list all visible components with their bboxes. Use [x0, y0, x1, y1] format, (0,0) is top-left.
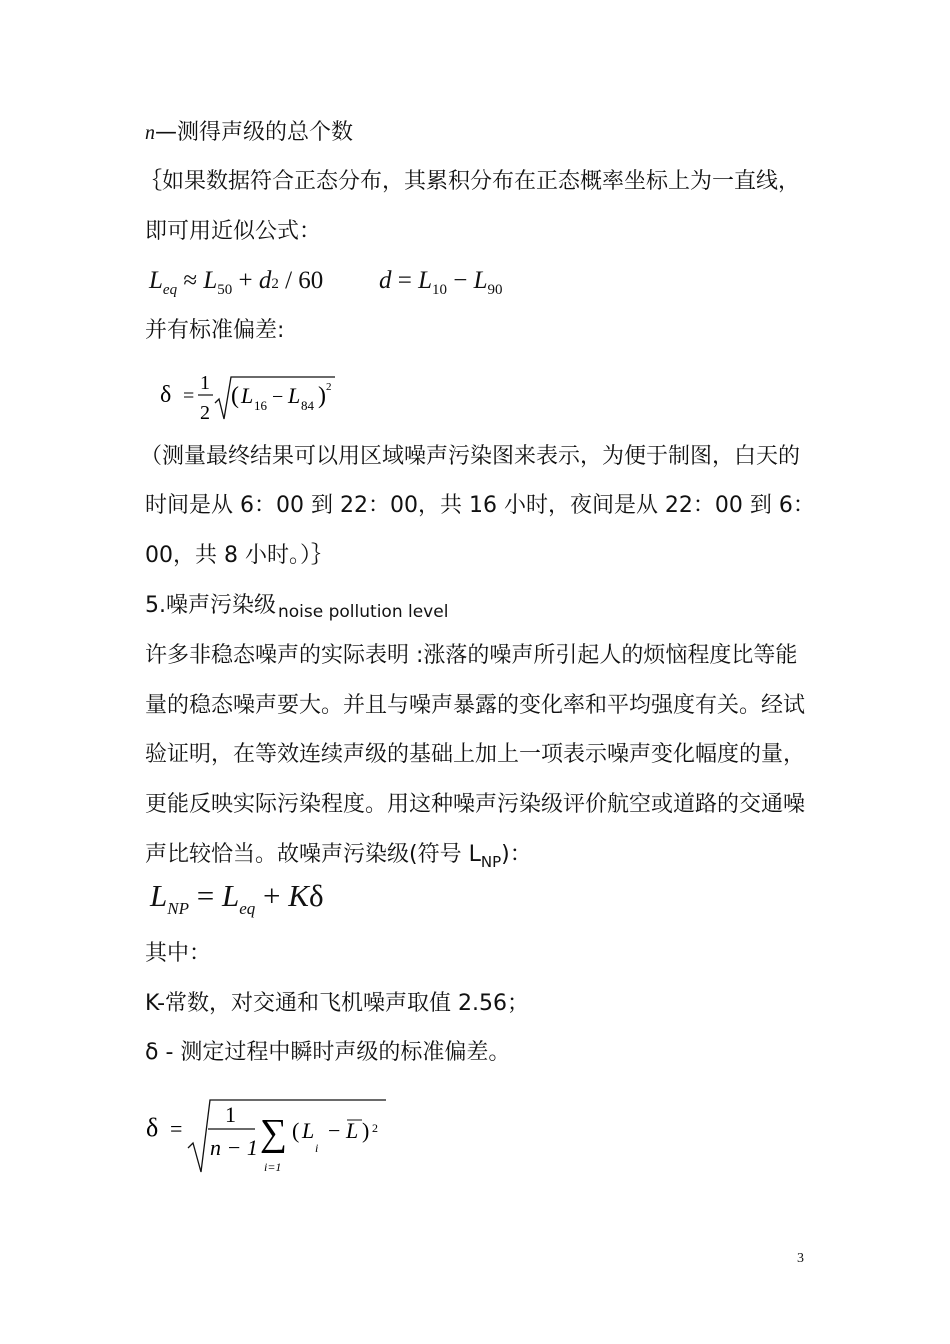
f2-eq: = [397, 267, 412, 294]
paragraph-line-1: 许多非稳态噪声的实际表明 :涨落的噪声所引起人的烦恼程度比等能 [145, 643, 798, 668]
f1-exp: 2 [271, 276, 279, 292]
f5-delta: δ [146, 1113, 159, 1142]
n-definition [145, 118, 353, 148]
f3-84: 84 [301, 398, 314, 413]
f4-L2: L [221, 878, 240, 913]
formula-delta-sum [140, 1088, 400, 1180]
f1-eq-sub: eq [162, 282, 178, 298]
f3-L: L [241, 383, 254, 408]
text-line-9: 00，共 8 小时。）｝ [145, 543, 333, 568]
f5-open: ( [292, 1118, 300, 1143]
f5-i: i [315, 1141, 319, 1155]
paragraph-line-5 [145, 840, 532, 871]
para-5-text: 声比较恰当。故噪声污染级(符号 L [145, 842, 481, 867]
paragraph-line-4: 更能反映实际污染程度。用这种噪声污染级评价航空或道路的交通噪 [145, 792, 806, 817]
f5-close: ) [362, 1118, 370, 1143]
f5-minus: − [328, 1118, 341, 1143]
text-line-3: 即可用近似公式： [145, 219, 322, 244]
text-line-8: 时间是从 6：00 到 22：00，共 16 小时，夜间是从 22：00 到 6： [145, 493, 815, 518]
f1-approx: ≈ [183, 267, 198, 294]
f3-num: 1 [200, 372, 210, 394]
formula-d-definition [379, 266, 503, 299]
f4-eq: = [196, 878, 215, 913]
f2-90-sub: 90 [487, 282, 503, 298]
f3-close: ) [318, 383, 326, 409]
f4-L: L [150, 878, 168, 913]
f3-delta: δ [160, 382, 172, 408]
f1-50-sub: 50 [217, 282, 233, 298]
f5-sum: ∑ [260, 1112, 288, 1154]
f1-L2: L [203, 267, 218, 294]
section-heading-5 [145, 591, 448, 622]
delta-definition: δ - 测定过程中瞬时声级的标准偏差。 [145, 1040, 511, 1065]
where-label: 其中： [145, 941, 212, 966]
f3-16: 16 [254, 398, 267, 413]
paragraph-line-3: 验证明，在等效连续声级的基础上加上一项表示噪声变化幅度的量， [145, 742, 806, 767]
n-definition-text: —测得声级的总个数 [155, 120, 354, 145]
text-line-7: （测量最终结果可以用区域噪声污染图来表示，为便于制图，白天的 [140, 444, 801, 469]
f3-open: ( [231, 383, 239, 409]
f1-L: L [149, 267, 163, 294]
k-definition: K-常数，对交通和飞机噪声取值 2.56； [145, 991, 530, 1016]
page-number: 3 [797, 1251, 804, 1266]
f5-L: L [302, 1118, 315, 1143]
para-5-end: )： [501, 842, 532, 867]
formula-delta-l16-l84 [155, 365, 355, 427]
f4-plus: + [263, 878, 281, 913]
f2-minus: − [453, 267, 468, 294]
f2-L2: L [473, 267, 488, 294]
paragraph-line-2: 量的稳态噪声要大。并且与噪声暴露的变化率和平均强度有关。经试 [145, 693, 806, 718]
formula-lnp [150, 876, 324, 921]
f3-eq: = [183, 385, 195, 407]
f4-eq-sub: eq [239, 899, 256, 918]
f1-d: d [258, 267, 272, 294]
std-dev-label: 并有标准偏差: [145, 318, 285, 343]
f3-L2: L [288, 383, 301, 408]
f2-d: d [379, 267, 392, 294]
f3-den: 2 [200, 402, 210, 424]
f5-exp: 2 [372, 1121, 378, 1135]
formula-leq-approx [149, 266, 323, 299]
f5-eq: = [170, 1116, 183, 1141]
f1-div60: / 60 [285, 267, 324, 294]
f2-L: L [418, 267, 433, 294]
f4-K: K [288, 878, 309, 913]
f1-plus: + [238, 267, 253, 294]
f5-lim: i=1 [264, 1160, 282, 1174]
f5-den: n − 1 [210, 1135, 258, 1160]
f3-minus: − [272, 386, 284, 408]
f4-NP-sub: NP [167, 899, 189, 918]
f2-10-sub: 10 [432, 282, 448, 298]
n-variable: n [145, 122, 155, 144]
heading-5-title: 5.噪声污染级 [145, 593, 276, 618]
f3-exp: 2 [326, 381, 332, 393]
text-line-2: ｛如果数据符合正态分布，其累积分布在正态概率坐标上为一直线， [140, 169, 801, 194]
lnp-subscript: NP [480, 853, 502, 871]
heading-5-english: noise pollution level [278, 602, 449, 622]
f5-Lbar: L [346, 1118, 359, 1143]
f4-delta: δ [308, 878, 324, 913]
f5-num: 1 [225, 1102, 236, 1127]
